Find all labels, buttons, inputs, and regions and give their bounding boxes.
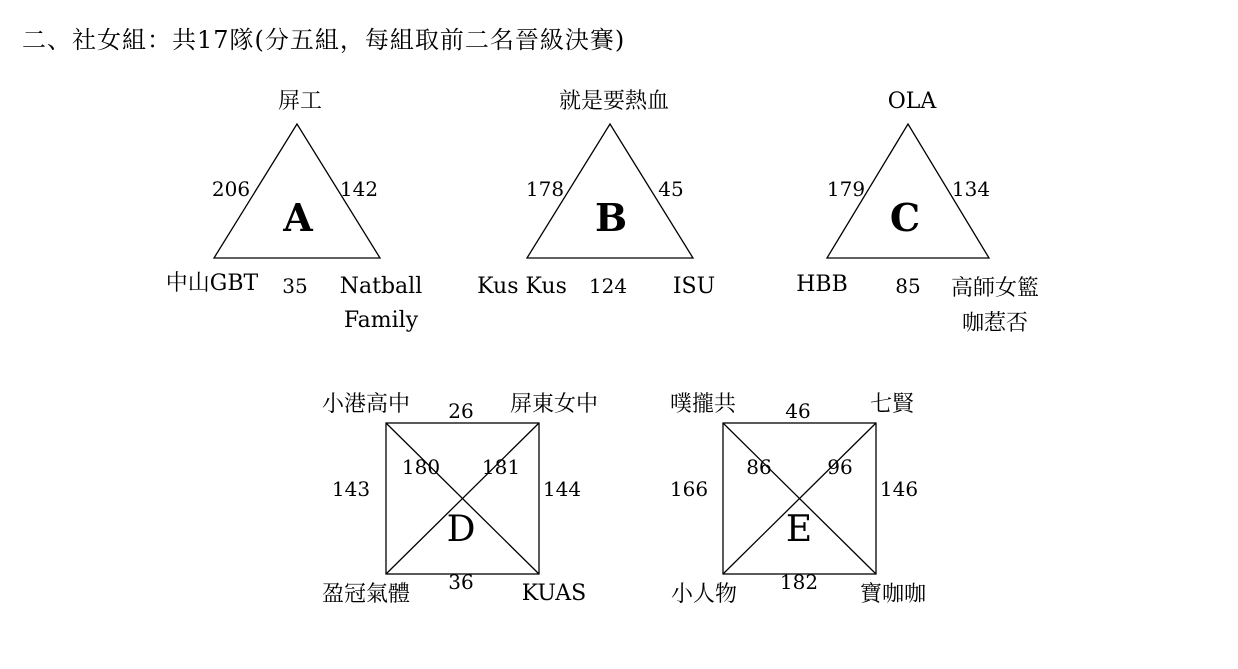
game-d-top: 26: [448, 399, 474, 423]
team-c-top: OLA: [887, 89, 937, 114]
team-b-left: Kus Kus: [477, 274, 567, 299]
game-e-bottom: 182: [779, 570, 819, 594]
team-c-left: HBB: [796, 272, 848, 297]
game-b-bottom: 124: [588, 274, 628, 298]
team-e-top-left: 噗攏共: [669, 392, 737, 417]
game-d-bottom: 36: [448, 570, 474, 594]
game-c-right: 134: [951, 177, 991, 201]
game-e-diag-1: 86: [746, 455, 772, 479]
game-e-diag-2: 96: [827, 455, 853, 479]
game-d-right: 144: [542, 477, 582, 501]
team-e-top-right: 七賢: [869, 392, 915, 417]
game-a-bottom: 35: [282, 274, 308, 298]
group-e-label: E: [785, 509, 813, 550]
team-e-bottom-right: 寶咖咖: [859, 582, 927, 607]
game-e-top: 46: [785, 399, 811, 423]
team-c-right-line1: 高師女籃: [950, 276, 1040, 301]
game-d-left: 143: [331, 477, 371, 501]
team-e-bottom-left: 小人物: [670, 582, 738, 607]
game-a-left: 206: [211, 177, 251, 201]
group-b: [477, 89, 715, 299]
team-d-top-left: 小港高中: [321, 392, 411, 417]
team-b-top: 就是要熱血: [558, 89, 670, 114]
team-d-top-right: 屏東女中: [509, 392, 599, 417]
team-a-right-line1: Natball: [339, 274, 423, 299]
group-d-label: D: [446, 509, 476, 550]
group-b-label: B: [594, 195, 628, 240]
game-a-right: 142: [339, 177, 379, 201]
team-d-bottom-left: 盈冠氣體: [321, 582, 411, 607]
game-d-diag-2: 181: [481, 455, 521, 479]
game-e-left: 166: [669, 477, 709, 501]
group-a-label: A: [283, 195, 313, 240]
game-c-left: 179: [826, 177, 866, 201]
team-a-left: 中山GBT: [165, 271, 259, 296]
team-a-top: 屏工: [277, 89, 323, 114]
group-e: [670, 392, 926, 607]
game-c-bottom: 85: [895, 274, 921, 298]
team-c-right-line2: 咖惹否: [961, 311, 1029, 336]
game-b-left: 178: [525, 177, 565, 201]
group-c-label: C: [889, 195, 921, 240]
game-d-diag-1: 180: [401, 455, 441, 479]
page-title: 二、社女組：共17隊(分五組，每組取前二名晉級決賽): [22, 26, 626, 54]
group-d: [322, 392, 598, 607]
team-b-right: ISU: [672, 274, 716, 299]
game-b-right: 45: [658, 177, 684, 201]
team-d-bottom-right: KUAS: [521, 581, 587, 606]
group-a: [166, 89, 422, 333]
team-a-right-line2: Family: [343, 308, 419, 333]
game-e-right: 146: [879, 477, 919, 501]
group-c: [796, 89, 1039, 336]
